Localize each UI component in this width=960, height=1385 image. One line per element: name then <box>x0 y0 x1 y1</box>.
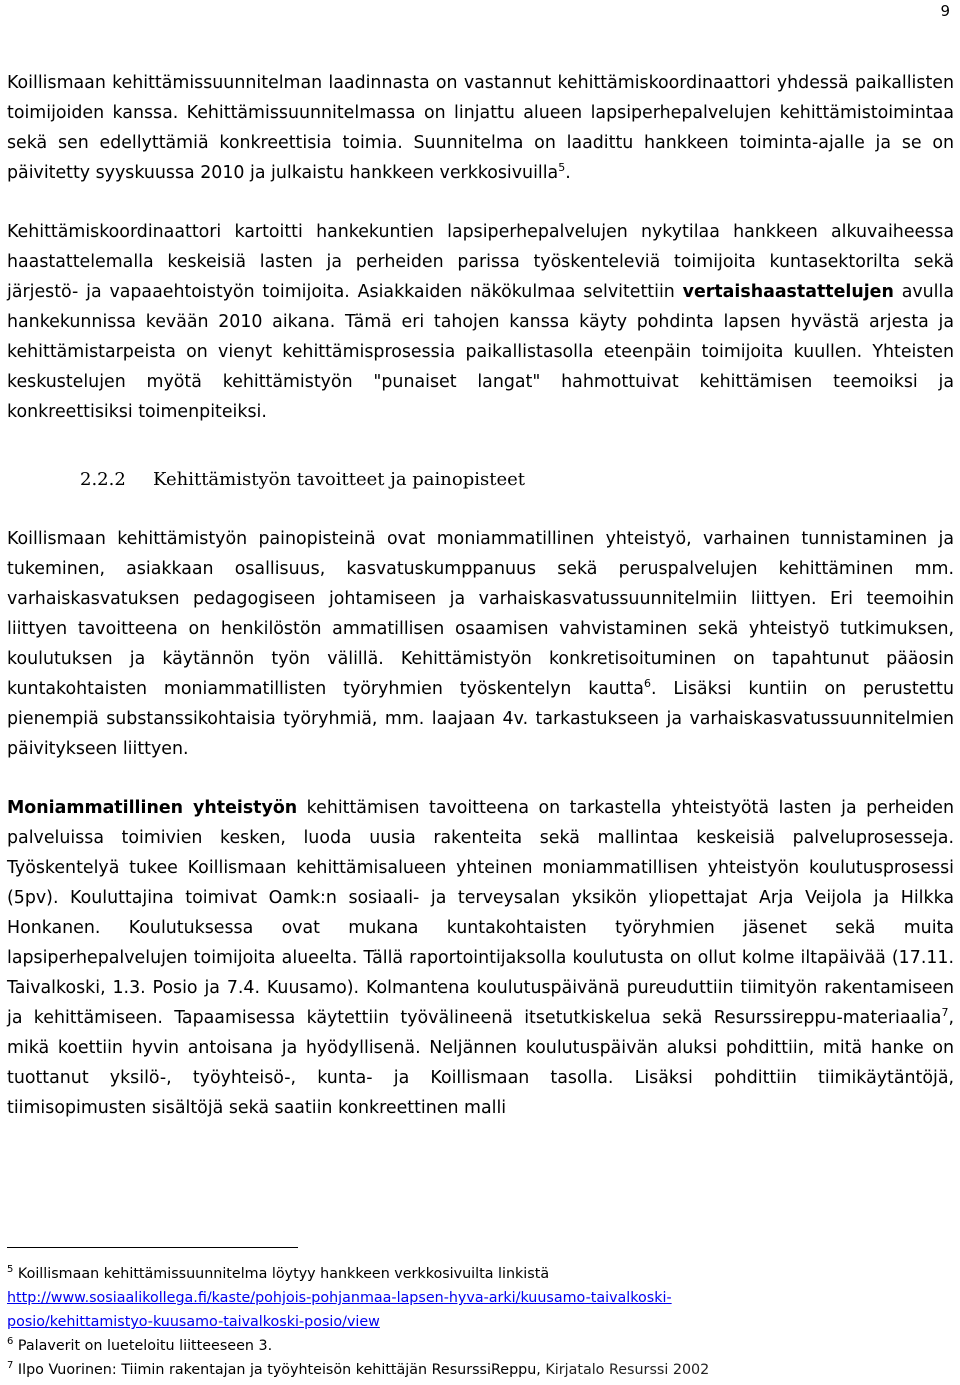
section-number: 2.2.2 <box>80 469 126 490</box>
footnote-text: Ilpo Vuorinen: Tiimin rakentajan ja työyhteisön kehittäjän ResurssiReppu, <box>17 1362 541 1378</box>
section-title: Kehittämistyön tavoitteet ja painopisteet <box>153 469 525 490</box>
paragraph-end: . <box>565 163 571 183</box>
footnote-5-link <box>7 1286 954 1334</box>
paragraph-development-plan <box>7 68 954 188</box>
section-heading <box>80 465 954 495</box>
footnote-ref-5[interactable]: 5 <box>558 161 566 174</box>
paragraph-text: , mikä koettiin hyvin antoisana ja hyödyllisenä. Neljännen koulutuspäivän aluksi pohdittiin, mitä hanke on tuottanut yksilö-, työyhteisö-, kunta- ja Koillismaan tasolla. Lisäksi pohdittiin tiimikäytäntöjä, tiimisopimusten sisältöjä sekä saatiin konkreettinen malli <box>7 1008 954 1118</box>
footnote-ref-7[interactable]: 7 <box>941 1006 949 1019</box>
footnote-link-line2[interactable]: posio/kehittamistyo-kuusamo-taivalkoski-posio/view <box>7 1314 380 1330</box>
paragraph-text: . Lisäksi kuntiin on perustettu pienempiä substanssikohtaisia työryhmiä, mm. laajaan 4v. tarkastukseen ja varhaiskasvatussuunnitelmien päivitykseen liittyen. <box>7 679 955 759</box>
footnote-number: 5 <box>7 1264 14 1275</box>
footnote-number: 7 <box>7 1360 14 1371</box>
paragraph-coordinator-survey <box>7 217 954 427</box>
footnote-5 <box>7 1262 954 1286</box>
document-body <box>7 68 954 1123</box>
footnotes <box>7 1262 954 1382</box>
footnote-ref-6[interactable]: 6 <box>643 677 651 690</box>
page-number: 9 <box>940 2 950 20</box>
footnote-text: Koillismaan kehittämissuunnitelma löytyy hankkeen verkkosivuilta linkistä <box>17 1266 550 1282</box>
footnote-number: 6 <box>7 1336 14 1347</box>
paragraph-multiprofessional <box>7 793 954 1123</box>
paragraph-text: Koillismaan kehittämistyön painopisteinä ovat moniammatillinen yhteistyö, varhainen tunnistaminen ja tukeminen, asiakkaan osallisuus, kasvatuskumppanuus sekä peruspalvelujen kehittäminen mm. varhaiskasvatuksen pedagogiseen johtamiseen ja varhaiskasvatussuunnitelmiin liittyen. Eri teemoihin liittyen tavoitteena on henkilöstön ammatillisen osaamisen vahvistaminen sekä yhteistyö tutkimuksen, koulutuksen ja käytännön työn välillä. Kehittämistyön konkretisoituminen on tapahtunut pääosin kuntakohtaisten moniammatillisten työryhmien työskentelyn kautta <box>7 529 954 699</box>
footnote-6 <box>7 1334 954 1358</box>
paragraph-text: Kehittämiskoordinaattori kartoitti hankekuntien lapsiperhepalvelujen nykytilaa hankkeen alkuvaiheessa haastattelemalla keskeisiä lasten ja perheiden parissa työskenteleviä toimijoita kuntasektorilta sekä järjestö- ja vapaaehtoistyön toimijoita. Asiakkaiden näkökulmaa selvitettiin <box>7 222 954 302</box>
bold-term-moniammatillinen: Moniammatillinen yhteistyön <box>7 798 298 818</box>
footnote-text: Palaverit on lueteloitu liitteeseen 3. <box>17 1338 273 1354</box>
footnote-link-line1[interactable]: http://www.sosiaalikollega.fi/kaste/pohjois-pohjanmaa-lapsen-hyva-arki/kuusamo-taivalkoski- <box>7 1290 672 1306</box>
paragraph-text: avulla hankekunnissa kevään 2010 aikana. Tämä eri tahojen kanssa käyty pohdinta lapsen hyvästä arjesta ja kehittämistarpeista on vienyt kehittämisprosessia paikallistasolla eteenpäin toimijoita kuullen. Yhteisten keskustelujen myötä kehittämistyön "punaiset langat" hahmottuivat kehittämisen teemoiksi ja konkreettisiksi toimenpiteiksi. <box>7 282 954 422</box>
footnote-separator <box>7 1247 298 1248</box>
footnote-7 <box>7 1358 954 1382</box>
footnote-publisher: Kirjatalo Resurssi 2002 <box>545 1362 710 1378</box>
paragraph-text: kehittämisen tavoitteena on tarkastella yhteistyötä lasten ja perheiden palveluissa toimivien kesken, luoda uusia rakenteita sekä mallintaa keskeisiä palveluprosesseja. Työskentelyä tukee Koillismaan kehittämisalueen yhteinen moniammatillisen yhteistyön koulutusprosessi (5pv). Kouluttajina toimivat Oamk:n sosiaali- ja terveysalan yksikön yliopettajat Arja Veijola ja Hilkka Honkanen. Koulutuksessa ovat mukana kuntakohtaisten työryhmien jäsenet sekä muita lapsiperhepalvelujen toimijoita alueelta. Tällä raportointijaksolla koulutusta on ollut kolme iltapäivää (17.11. Taivalkoski, 1.3. Posio ja 7.4. Kuusamo). Kolmantena koulutuspäivänä pureuduttiin tiimityön rakentamiseen ja kehittämiseen. Tapaamisessa käytettiin työvälineenä itsetutkiskelua sekä Resurssireppu-materiaalia <box>7 798 954 1028</box>
paragraph-text: Koillismaan kehittämissuunnitelman laadinnasta on vastannut kehittämiskoordinaattori yhdessä paikallisten toimijoiden kanssa. Kehittämissuunnitelmassa on linjattu alueen lapsiperhepalvelujen kehittämistoimintaa sekä sen edellyttämiä konkreettisia toimia. Suunnitelma on laadittu hankkeen toiminta-ajalle ja se on päivitetty syyskuussa 2010 ja julkaistu hankkeen verkkosivuilla <box>7 73 954 183</box>
paragraph-focus-areas <box>7 524 954 764</box>
bold-term-vertaishaastattelujen: vertaishaastattelujen <box>682 282 894 302</box>
